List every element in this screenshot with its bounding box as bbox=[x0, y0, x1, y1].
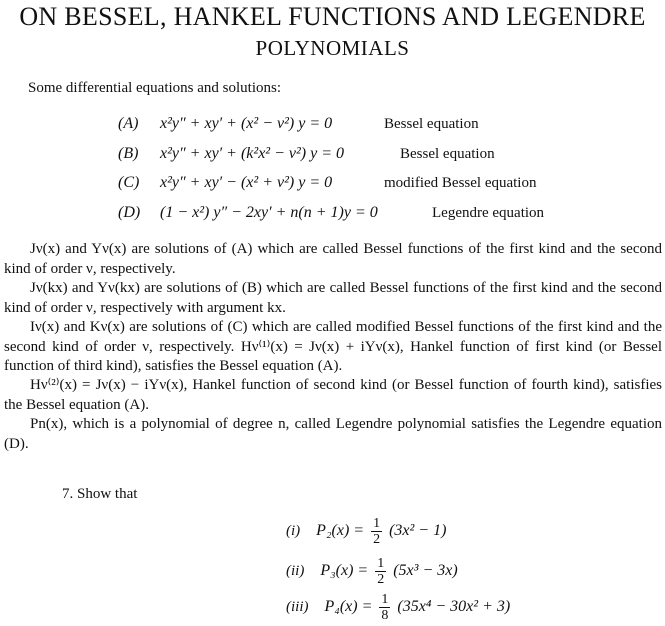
equation-label: (D) bbox=[118, 204, 141, 221]
equation-label: (B) bbox=[118, 145, 139, 162]
equation-formula: x²y″ + xy′ − (x² + ν²) y = 0 bbox=[160, 174, 333, 191]
problem-item bbox=[286, 556, 458, 587]
paragraph-modified-bessel: Iν(x) and Kν(x) are solutions of (C) which are called modified Bessel functions of the first kind and the second kind of order ν, respectively. Hν⁽¹⁾(x) = Jν(x) + iYν(x), Hankel function of first kind (or Bessel function of third kind), satisfies the Bessel equation (A). bbox=[4, 319, 662, 374]
item-label: (ii) bbox=[286, 563, 305, 580]
title-line-1: ON BESSEL, HANKEL FUNCTIONS AND LEGENDRE bbox=[19, 2, 646, 31]
item-lhs: P₃(x) = bbox=[320, 562, 369, 580]
problem-item bbox=[286, 516, 446, 547]
fraction-numerator: 1 bbox=[377, 556, 385, 571]
equation-label: (C) bbox=[118, 174, 140, 191]
item-rhs: (35x⁴ − 30x² + 3) bbox=[397, 598, 511, 616]
paragraph-legendre: Pn(x), which is a polynomial of degree n, called Legendre polynomial satisfies the Legendre equation (D). bbox=[4, 416, 662, 452]
item-rhs: (5x³ − 3x) bbox=[393, 562, 458, 580]
item-lhs: P₄(x) = bbox=[324, 598, 373, 616]
item-label: (i) bbox=[286, 523, 301, 540]
paragraph-bessel-a: Jν(x) and Yν(x) are solutions of (A) which are called Bessel functions of the first kind and the second kind of order ν, respectively. bbox=[4, 241, 662, 277]
equation-formula: (1 − x²) y″ − 2xy′ + n(n + 1)y = 0 bbox=[160, 204, 378, 221]
equation-name: Legendre equation bbox=[432, 205, 545, 221]
equation-name: modified Bessel equation bbox=[384, 175, 537, 191]
fraction-numerator: 1 bbox=[373, 516, 381, 531]
equation-label: (A) bbox=[118, 115, 139, 132]
paragraph-hankel-second: Hν⁽²⁾(x) = Jν(x) − iYν(x), Hankel function of second kind (or Bessel function of fourth kind), satisfies the Bessel equation (A). bbox=[4, 377, 662, 413]
equation-formula: x²y″ + xy′ + (x² − ν²) y = 0 bbox=[160, 115, 333, 132]
fraction bbox=[371, 516, 382, 547]
fraction-denominator: 2 bbox=[377, 572, 385, 587]
fraction bbox=[375, 556, 386, 587]
item-lhs: P₂(x) = bbox=[316, 522, 365, 540]
paragraph-bessel-b: Jν(kx) and Yν(kx) are solutions of (B) which are called Bessel functions of the first kind and the second kind of order ν, respectively with argument kx. bbox=[4, 280, 662, 316]
fraction-denominator: 8 bbox=[381, 608, 389, 623]
item-rhs: (3x² − 1) bbox=[389, 522, 447, 540]
equation-name: Bessel equation bbox=[384, 116, 479, 132]
title-line-2: POLYNOMIALS bbox=[255, 36, 410, 60]
fraction-denominator: 2 bbox=[373, 532, 381, 547]
item-label: (iii) bbox=[286, 599, 309, 616]
fraction-numerator: 1 bbox=[381, 592, 389, 607]
equation-formula: x²y″ + xy′ + (k²x² − ν²) y = 0 bbox=[160, 145, 345, 162]
problem-statement: 7. Show that bbox=[62, 486, 138, 502]
equation-name: Bessel equation bbox=[400, 146, 495, 162]
problem-item bbox=[286, 592, 510, 623]
fraction bbox=[379, 592, 390, 623]
intro-text: Some differential equations and solutions: bbox=[28, 80, 282, 96]
